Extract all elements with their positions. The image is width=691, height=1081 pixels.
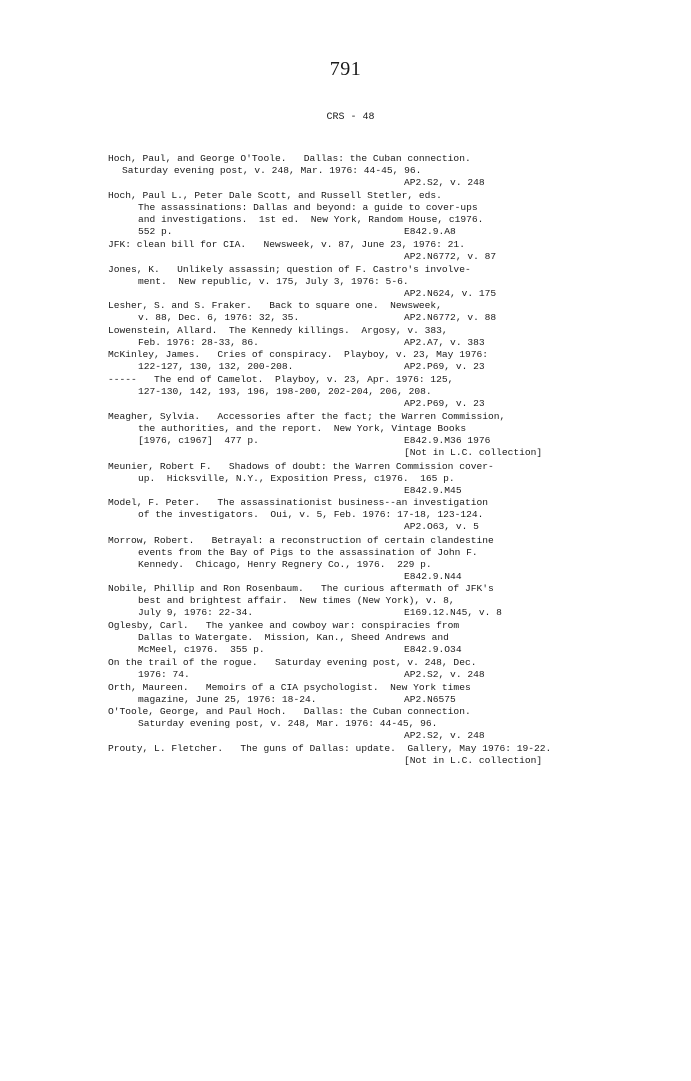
entry-line: AP2.N624, v. 175 [404,288,497,299]
entry-line: Prouty, L. Fletcher. The guns of Dallas: update. Gallery, May 1976: 19-22. [108,743,552,754]
entry-line: Meagher, Sylvia. Accessories after the fact; the Warren Commission, [108,411,506,422]
entry-line: E169.12.N45, v. 8 [404,607,502,618]
entry-line: up. Hicksville, N.Y., Exposition Press, c1976. 165 p. [138,473,455,484]
entry-line: v. 88, Dec. 6, 1976: 32, 35. [138,312,300,323]
entry-line: The assassinations: Dallas and beyond: a guide to cover-ups [138,202,478,213]
entry-line: AP2.S2, v. 248 [404,669,485,680]
entry-line: Hoch, Paul L., Peter Dale Scott, and Russell Stetler, eds. [108,190,442,201]
entry-line: and investigations. 1st ed. New York, Random House, c1976. [138,214,484,225]
entry-line: 1976: 74. [138,669,190,680]
entry-line: E842.9.A8 [404,226,456,237]
entry-line: [1976, c1967] 477 p. [138,435,259,446]
entry-line: AP2.N6772, v. 87 [404,251,497,262]
entry-line: AP2.P69, v. 23 [404,361,485,372]
entry-line: [Not in L.C. collection] [404,447,543,458]
entry-line: Feb. 1976: 28-33, 86. [138,337,259,348]
entry-line: Jones, K. Unlikely assassin; question of F. Castro's involve- [108,264,471,275]
entry-line: AP2.S2, v. 248 [404,177,485,188]
entry-line: AP2.S2, v. 248 [404,730,485,741]
entry-line: E842.9.O34 [404,644,462,655]
entry-line: Meunier, Robert F. Shadows of doubt: the Warren Commission cover- [108,461,494,472]
entry-line: AP2.A7, v. 383 [404,337,485,348]
entry-line: JFK: clean bill for CIA. Newsweek, v. 87, June 23, 1976: 21. [108,239,465,250]
entry-line: 127-130, 142, 193, 196, 198-200, 202-204, 206, 208. [138,386,432,397]
entry-line: E842.9.M36 1976 [404,435,491,446]
entry-line: O'Toole, George, and Paul Hoch. Dallas: the Cuban connection. [108,706,471,717]
entry-line: Lesher, S. and S. Fraker. Back to square one. Newsweek, [108,300,442,311]
entry-line: Nobile, Phillip and Ron Rosenbaum. The curious aftermath of JFK's [108,583,494,594]
entry-line: AP2.P69, v. 23 [404,398,485,409]
entry-line: AP2.N6575 [404,694,456,705]
entry-line: Oglesby, Carl. The yankee and cowboy war: conspiracies from [108,620,460,631]
entry-line: of the investigators. Oui, v. 5, Feb. 1976: 17-18, 123-124. [138,509,484,520]
entry-line: McMeel, c1976. 355 p. [138,644,265,655]
entry-line: McKinley, James. Cries of conspiracy. Playboy, v. 23, May 1976: [108,349,488,360]
entry-line: E842.9.N44 [404,571,462,582]
entry-line: 122-127, 130, 132, 200-208. [138,361,294,372]
entry-line: the authorities, and the report. New York, Vintage Books [138,423,467,434]
entry-line: ment. New republic, v. 175, July 3, 1976: 5-6. [138,276,409,287]
page-header: CRS - 48 [326,112,375,123]
entry-line: magazine, June 25, 1976: 18-24. [138,694,317,705]
entry-line: E842.9.M45 [404,485,462,496]
entry-line: Saturday evening post, v. 248, Mar. 1976: 44-45, 96. [122,165,422,176]
entry-line: Saturday evening post, v. 248, Mar. 1976: 44-45, 96. [138,718,438,729]
entry-line: On the trail of the rogue. Saturday evening post, v. 248, Dec. [108,657,477,668]
entry-line: Model, F. Peter. The assassinationist business--an investigation [108,497,488,508]
entry-line: AP2.N6772, v. 88 [404,312,497,323]
entry-line: [Not in L.C. collection] [404,755,543,766]
entry-line: AP2.O63, v. 5 [404,521,479,532]
entry-line: Kennedy. Chicago, Henry Regnery Co., 1976. 229 p. [138,559,432,570]
entry-line: ----- The end of Camelot. Playboy, v. 23, Apr. 1976: 125, [108,374,454,385]
page-number: 791 [329,58,362,80]
entry-line: Orth, Maureen. Memoirs of a CIA psychologist. New York times [108,682,471,693]
entry-line: Dallas to Watergate. Mission, Kan., Sheed Andrews and [138,632,449,643]
entry-line: Hoch, Paul, and George O'Toole. Dallas: the Cuban connection. [108,153,471,164]
entry-line: Lowenstein, Allard. The Kennedy killings. Argosy, v. 383, [108,325,448,336]
entry-line: best and brightest affair. New times (New York), v. 8, [138,595,455,606]
entry-line: Morrow, Robert. Betrayal: a reconstruction of certain clandestine [108,535,494,546]
entry-line: events from the Bay of Pigs to the assassination of John F. [138,547,478,558]
entry-line: July 9, 1976: 22-34. [138,607,254,618]
entry-line: 552 p. [138,226,173,237]
